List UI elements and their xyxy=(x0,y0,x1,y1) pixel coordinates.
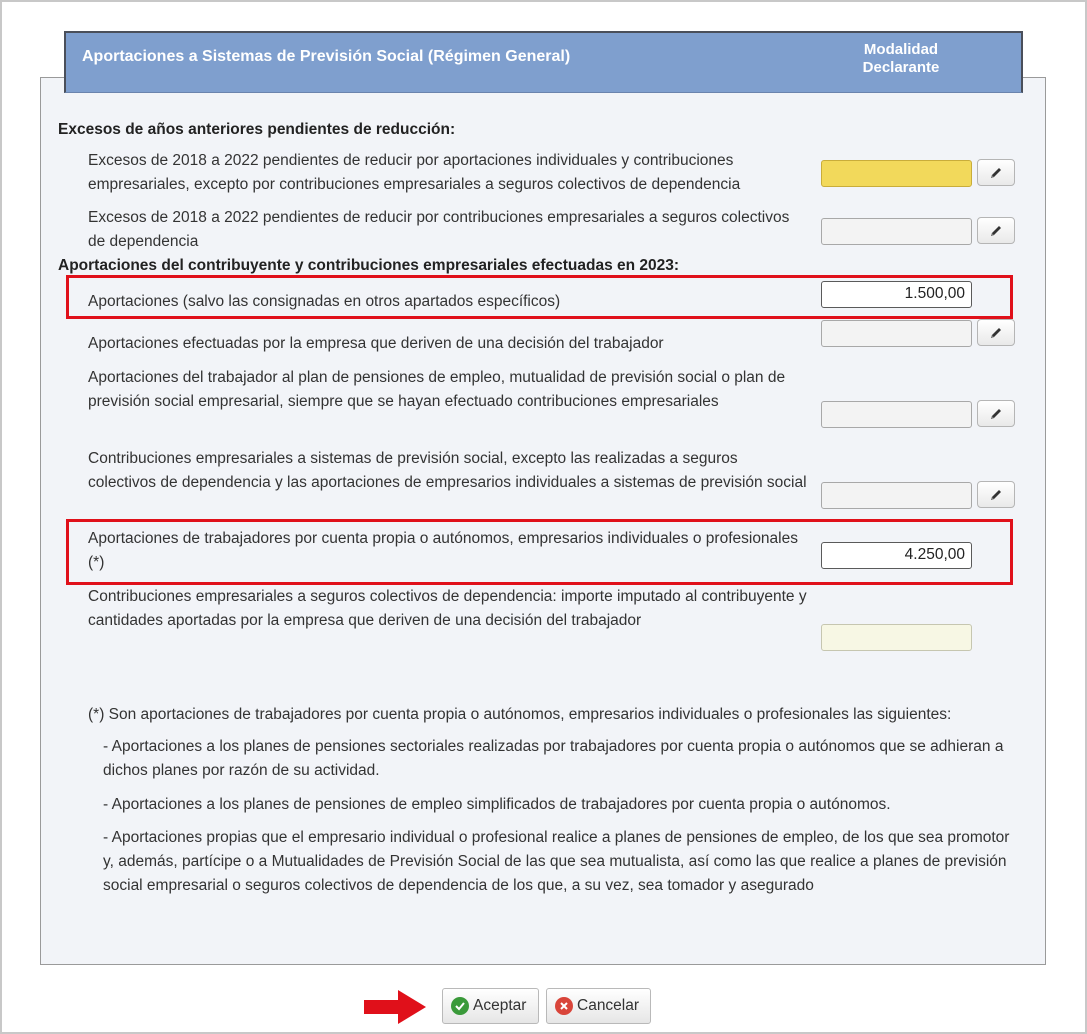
row-label-excesos-dependencia: Excesos de 2018 a 2022 pendientes de reducir por contribuciones empresariales a seguros colectivos de dependencia xyxy=(88,209,790,250)
modalidad-label: Modalidad xyxy=(863,41,939,58)
amount-field-aportaciones[interactable]: 1.500,00 xyxy=(821,281,972,308)
accept-button-label: Aceptar xyxy=(473,997,527,1014)
cancel-button[interactable] xyxy=(546,988,651,1024)
pencil-icon xyxy=(989,407,1003,421)
panel-header xyxy=(64,31,1023,93)
row-label-aportaciones-empresa: Aportaciones efectuadas por la empresa que deriven de una decisión del trabajador xyxy=(88,335,664,352)
check-circle-icon xyxy=(451,997,469,1015)
row-label-aportaciones-trabajador: Aportaciones del trabajador al plan de pensiones de empleo, mutualidad de previsión social o plan de previsión social empresarial, siempre que se hayan efectuado contribuciones empresariales xyxy=(88,369,786,410)
edit-button-aportaciones-trabajador[interactable] xyxy=(977,400,1015,427)
edit-button-aportaciones-empresa[interactable] xyxy=(977,319,1015,346)
section-title-excesos: Excesos de años anteriores pendientes de reducción: xyxy=(58,121,456,138)
note-item-3: - Aportaciones propias que el empresario individual o profesional realice a planes de pensiones de empleo, de los que sea promotor y, además, partícipe o a Mutualidades de Previsión Social de las que sea mutualista, así como las que realice a planes de previsión social empresarial o seguros colectivos de dependencia de los que, a su vez, sea tomador y asegurado xyxy=(103,829,1010,894)
row-label-contribuciones-empresariales: Contribuciones empresariales a sistemas de previsión social, excepto las realizadas a seguros colectivos de dependencia y las aportaciones de empresarios individuales a sistemas de previsión social xyxy=(88,450,807,491)
section-title-aportaciones: Aportaciones del contribuyente y contribuciones empresariales efectuadas en 2023: xyxy=(58,257,680,274)
red-arrow-icon xyxy=(362,988,428,1026)
declarante-label: Declarante xyxy=(862,59,940,76)
modalidad-column-header xyxy=(856,41,946,77)
note-item-1: - Aportaciones a los planes de pensiones sectoriales realizadas por trabajadores por cuenta propia o autónomos que se adhieran a dichos planes por razón de su actividad. xyxy=(103,738,1004,779)
amount-field-seguros-dependencia xyxy=(821,624,972,651)
pencil-icon xyxy=(989,166,1003,180)
row-label-aportaciones: Aportaciones (salvo las consignadas en otros apartados específicos) xyxy=(88,293,561,310)
note-intro: (*) Son aportaciones de trabajadores por cuenta propia o autónomos, empresarios individuales o profesionales las siguientes: xyxy=(88,706,952,723)
amount-field-aportaciones-empresa[interactable] xyxy=(821,320,972,347)
amount-field-aportaciones-trabajador[interactable] xyxy=(821,401,972,428)
row-label-seguros-dependencia: Contribuciones empresariales a seguros colectivos de dependencia: importe imputado al contribuyente y cantidades aportadas por la empresa que deriven de una decisión del trabajador xyxy=(88,588,807,629)
highlight-box-aportaciones xyxy=(66,275,1013,319)
amount-field-contribuciones-empresariales[interactable] xyxy=(821,482,972,509)
amount-field-aportaciones-autonomos[interactable]: 4.250,00 xyxy=(821,542,972,569)
edit-button-excesos-dependencia[interactable] xyxy=(977,217,1015,244)
amount-field-excesos-individuales[interactable] xyxy=(821,160,972,187)
cancel-button-label: Cancelar xyxy=(577,997,640,1014)
row-label-excesos-individuales: Excesos de 2018 a 2022 pendientes de reducir por aportaciones individuales y contribuciones empresariales, excepto por contribuciones empresariales a seguros colectivos de dependencia xyxy=(88,152,741,193)
x-circle-icon xyxy=(555,997,573,1015)
note-item-2: - Aportaciones a los planes de pensiones de empleo simplificados de trabajadores por cuenta propia o autónomos. xyxy=(103,796,891,813)
pencil-icon xyxy=(989,488,1003,502)
amount-field-excesos-dependencia[interactable] xyxy=(821,218,972,245)
panel-title: Aportaciones a Sistemas de Previsión Social (Régimen General) xyxy=(82,48,571,65)
pencil-icon xyxy=(989,224,1003,238)
accept-button[interactable] xyxy=(442,988,539,1024)
edit-button-contribuciones-empresariales[interactable] xyxy=(977,481,1015,508)
edit-button-excesos-individuales[interactable] xyxy=(977,159,1015,186)
row-label-aportaciones-autonomos: Aportaciones de trabajadores por cuenta propia o autónomos, empresarios individuales o profesionales (*) xyxy=(88,530,798,571)
highlight-box-autonomos xyxy=(66,519,1013,585)
pencil-icon xyxy=(989,326,1003,340)
